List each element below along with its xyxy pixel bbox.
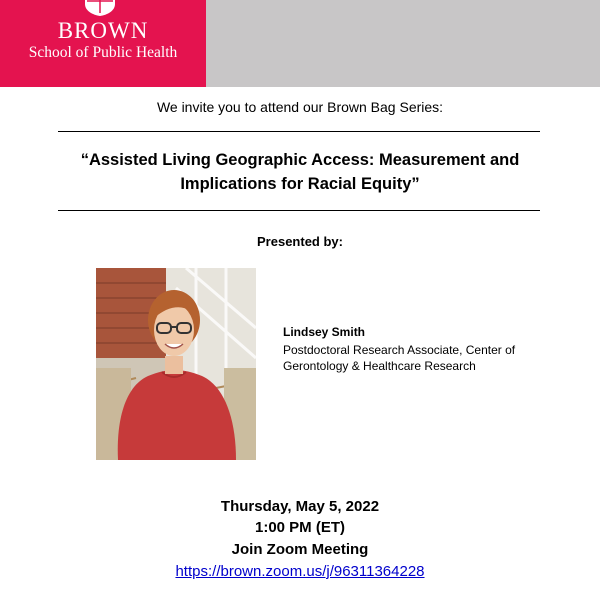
speaker-role-line-1: Postdoctoral Research Associate, Center of xyxy=(283,343,516,357)
speaker-photo-image xyxy=(96,268,256,460)
talk-title-line-2: Implications for Racial Equity” xyxy=(180,175,420,193)
talk-title xyxy=(40,148,560,196)
speaker-name: Lindsey Smith xyxy=(283,325,366,339)
divider-bottom xyxy=(58,210,540,211)
join-zoom-label: Join Zoom Meeting xyxy=(231,541,369,558)
talk-title-line-1: “Assisted Living Geographic Access: Measurement and xyxy=(80,151,520,169)
school-name: School of Public Health xyxy=(28,44,178,61)
brand-block xyxy=(0,0,206,87)
zoom-meeting-link[interactable]: https://brown.zoom.us/j/96311364228 xyxy=(175,563,425,580)
event-date: Thursday, May 5, 2022 xyxy=(220,498,380,515)
header-banner xyxy=(0,0,600,87)
brand-name: BROWN xyxy=(57,18,149,43)
event-time: 1:00 PM (ET) xyxy=(254,519,345,536)
speaker-photo xyxy=(96,268,256,460)
invite-text: We invite you to attend our Brown Bag Series: xyxy=(156,99,444,115)
banner-grey-panel xyxy=(206,0,600,87)
divider-top xyxy=(58,131,540,132)
shield-icon xyxy=(83,0,117,16)
presented-by-label: Presented by: xyxy=(257,234,343,249)
speaker-role-line-2: Gerontology & Healthcare Research xyxy=(283,359,476,373)
speaker-role xyxy=(283,342,543,374)
